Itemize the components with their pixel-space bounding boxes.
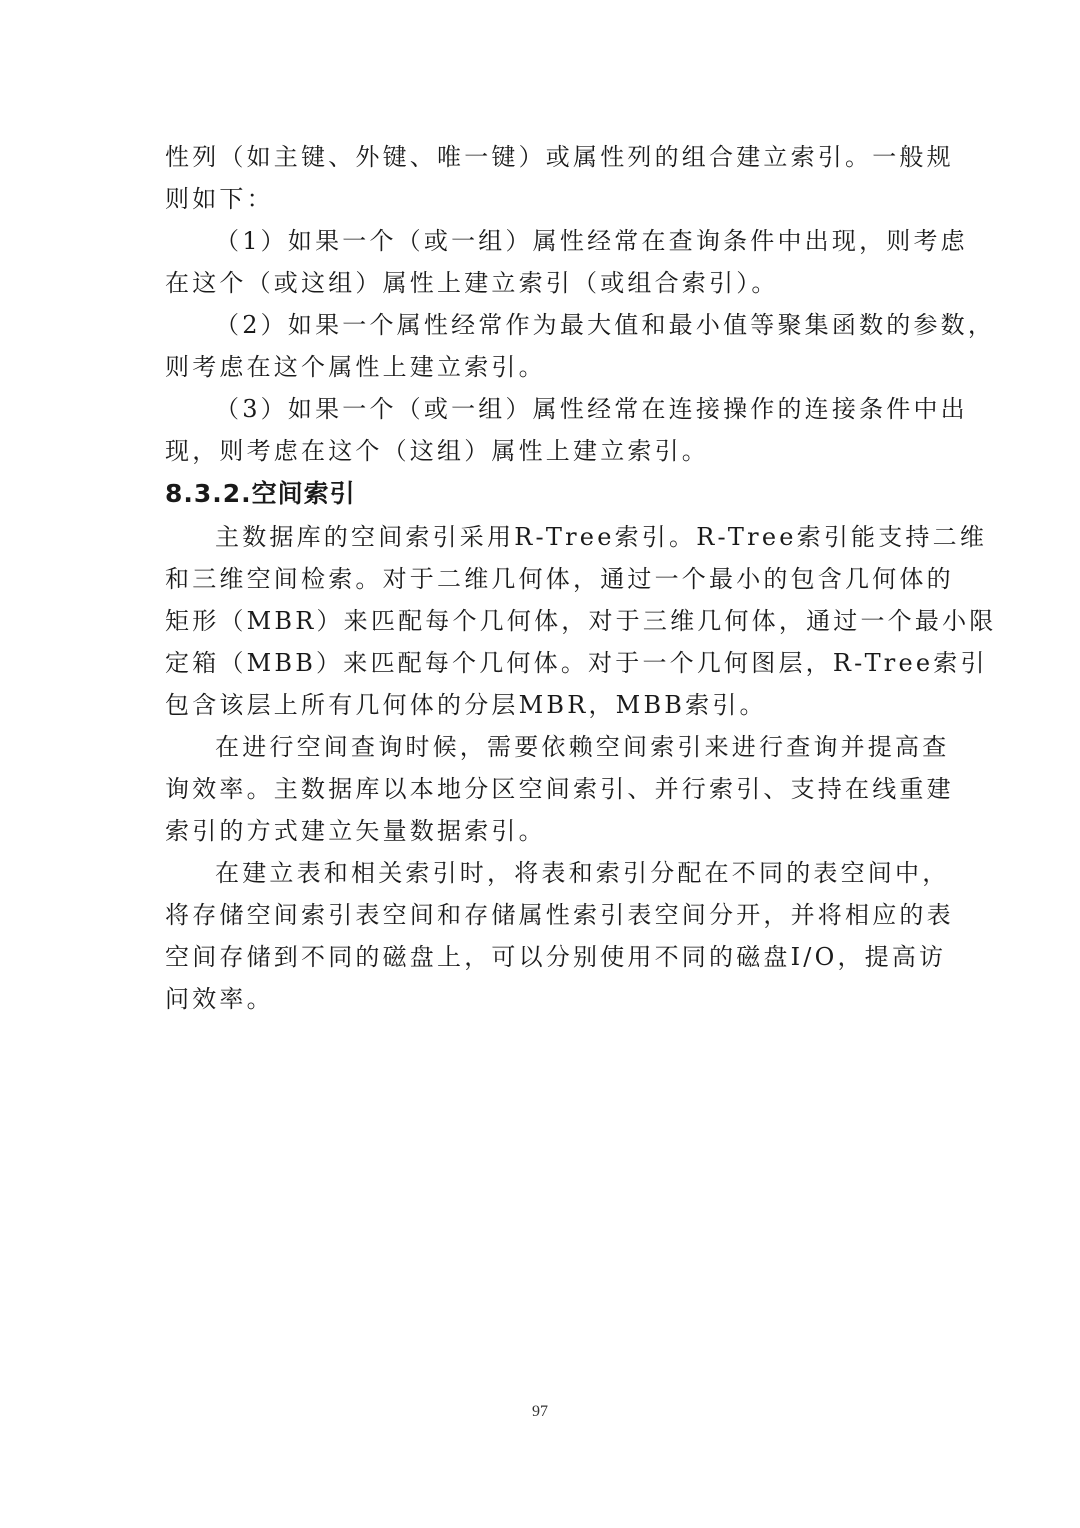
text-line: 现，则考虑在这个（这组）属性上建立索引。 xyxy=(165,437,709,465)
text-line: （2）如果一个属性经常作为最大值和最小值等聚集函数的参数， xyxy=(215,311,996,339)
text-line: 和三维空间检索。对于二维几何体，通过一个最小的包含几何体的 xyxy=(165,565,954,593)
text-line: （3）如果一个（或一组）属性经常在连接操作的连接条件中出 xyxy=(215,395,968,423)
text-line: 在建立表和相关索引时，将表和索引分配在不同的表空间中， xyxy=(215,859,950,887)
text-line: 空间存储到不同的磁盘上，可以分别使用不同的磁盘I/O，提高访 xyxy=(165,943,947,971)
text-line: （1）如果一个（或一组）属性经常在查询条件中出现，则考虑 xyxy=(215,227,968,255)
text-line: 则如下： xyxy=(165,185,274,213)
text-line: 包含该层上所有几何体的分层MBR，MBB索引。 xyxy=(165,691,767,719)
page-number: 97 xyxy=(532,1403,548,1420)
section-heading: 8.3.2.空间索引 xyxy=(165,479,356,508)
text-line: 索引的方式建立矢量数据索引。 xyxy=(165,817,546,845)
text-line: 定箱（MBB）来匹配每个几何体。对于一个几何图层，R-Tree索引 xyxy=(165,649,988,677)
text-line: 在这个（或这组）属性上建立索引（或组合索引）。 xyxy=(165,269,779,297)
page-body xyxy=(165,136,997,1020)
text-line: 矩形（MBR）来匹配每个几何体，对于三维几何体，通过一个最小限 xyxy=(165,607,997,635)
text-line: 则考虑在这个属性上建立索引。 xyxy=(165,353,546,381)
text-line: 在进行空间查询时候，需要依赖空间索引来进行查询并提高查 xyxy=(215,733,950,761)
text-line: 将存储空间索引表空间和存储属性索引表空间分开，并将相应的表 xyxy=(165,901,954,929)
text-line: 主数据库的空间索引采用R-Tree索引。R-Tree索引能支持二维 xyxy=(215,523,988,551)
text-line: 问效率。 xyxy=(165,985,274,1013)
text-line: 性列（如主键、外键、唯一键）或属性列的组合建立索引。一般规 xyxy=(165,143,954,171)
text-line: 询效率。主数据库以本地分区空间索引、并行索引、支持在线重建 xyxy=(165,775,954,803)
